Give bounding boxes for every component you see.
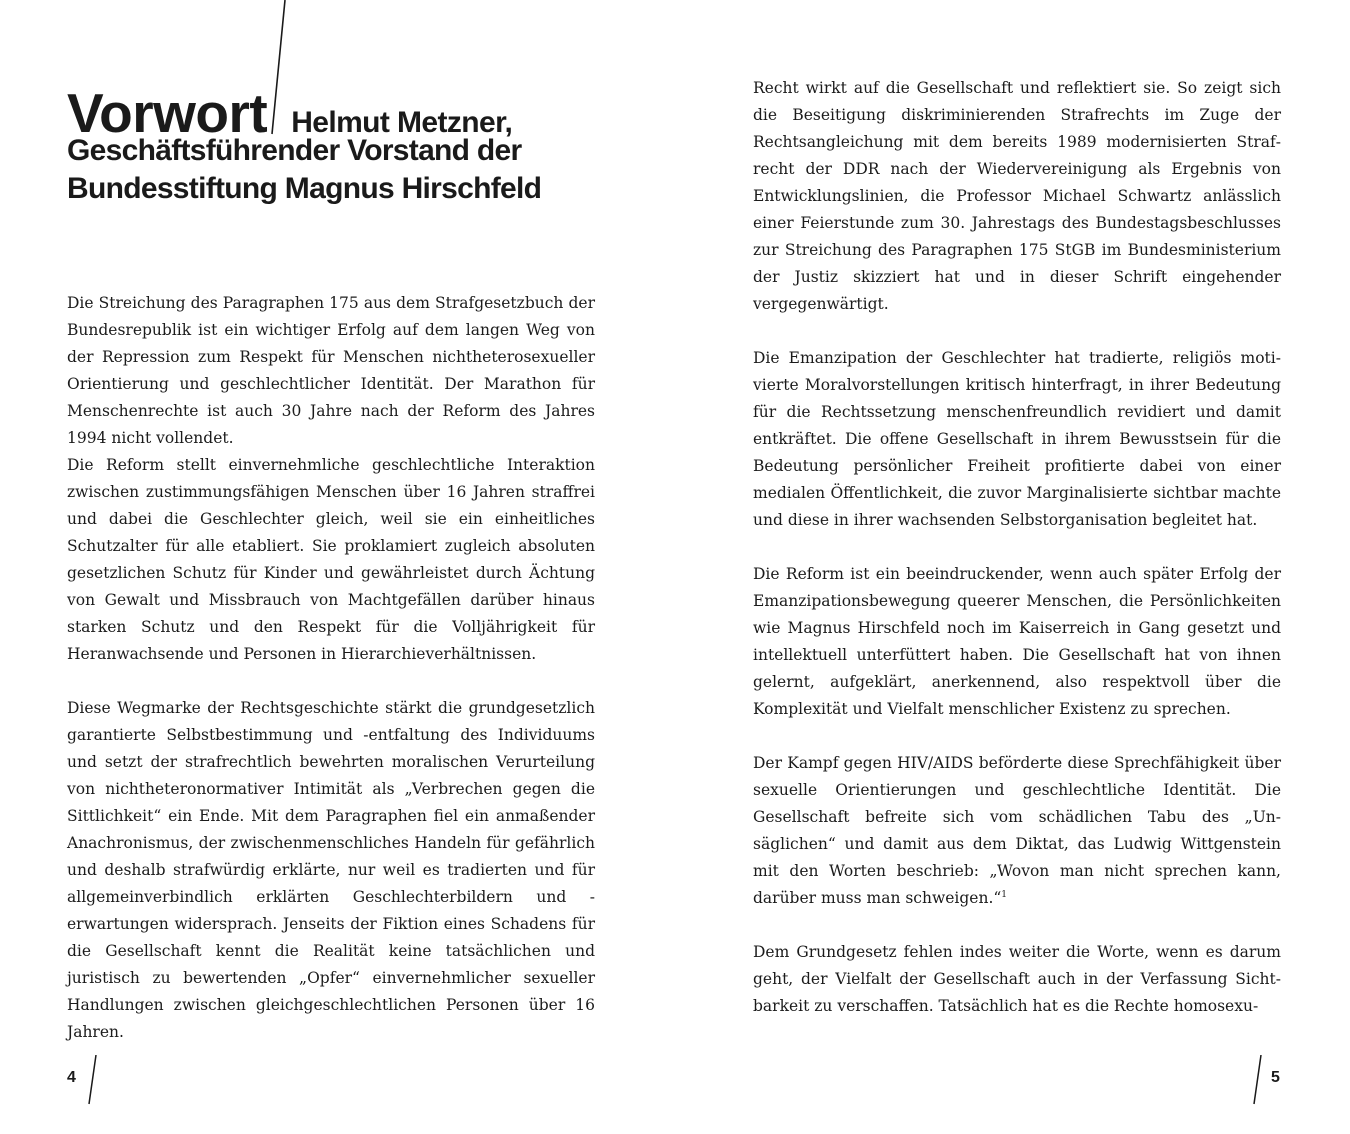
paragraph-with-footnote	[753, 750, 1281, 912]
right-page	[675, 0, 1350, 1134]
chapter-heading	[67, 70, 607, 208]
paragraph-text: Der Kampf gegen HIV/AIDS beförderte diese Sprechfähigkeit über sexuelle Orientierungen und geschlechtliche Identität. Die Gesellschaft befreite sich vom schädlichen Tabu des „Unsäglichen“ und damit aus dem Diktat, das Ludwig Wittgenstein mit den Worten beschrieb: „Wovon man nicht sprechen kann, darüber muss man schweigen.“	[753, 754, 1281, 907]
author-organisation-line: Bundesstiftung Magnus Hirschfeld	[67, 172, 542, 205]
author-name: Helmut Metzner,	[291, 106, 513, 139]
left-body-text	[67, 290, 595, 1046]
chapter-title: Vorwort	[67, 82, 268, 144]
page-number: 5	[1271, 1069, 1280, 1086]
paragraph: Recht wirkt auf die Gesellschaft und reflektiert sie. So zeigt sich die Beseitigung diskriminierenden Strafrechts im Zuge der Rechtsangleichung mit dem bereits 1989 modernisierten Strafrecht der DDR nach der Wiedervereinigung als Ergebnis von Entwicklungslinien, die Professor Michael Schwartz anlässlich einer Feierstunde zum 30. Jahrestags des Bundestagsbeschlusses zur Streichung des Paragraphen 175 StGB im Bundesministerium der Justiz skizziert hat und in dieser Schrift eingehender vergegenwärtigt.	[753, 79, 1281, 313]
paragraph: Die Reform ist ein beeindruckender, wenn auch später Erfolg der Emanzipationsbewegung queerer Menschen, die Persönlichkeiten wie Magnus Hirschfeld noch im Kaiserreich in Gang gesetzt und intellektuell unterfüttert haben. Die Gesellschaft hat von ihnen gelernt, aufgeklärt, anerkennend, also respektvoll über die Komplexität und Vielfalt menschlicher Existenz zu sprechen.	[753, 565, 1281, 718]
folio-slash-icon	[86, 1055, 100, 1105]
page-number: 4	[67, 1069, 76, 1086]
title-slash-divider	[267, 70, 291, 132]
paragraph: Die Streichung des Paragraphen 175 aus dem Strafgesetzbuch der Bundesrepublik ist ein wichtiger Erfolg auf dem langen Weg von der Repression zum Respekt für Menschen nichtheterosexueller Orientierung und geschlechtlicher Identität. Der Marathon für Menschenrechte ist auch 30 Jahre nach der Reform des Jahres 1994 nicht vollendet.	[67, 294, 595, 447]
paragraph: Diese Wegmarke der Rechtsgeschichte stärkt die grundgesetzlich garantierte Selbstbestimmung und -entfaltung des Individuums und setzt der strafrechtlich bewehrten moralischen Verurteilung von nichtheteronormativer Intimität als „Verbrechen gegen die Sittlichkeit“ ein Ende. Mit dem Paragraphen fiel ein anmaßender Anachronismus, der zwischenmenschliches Handeln für gefährlich und deshalb strafwürdig erklärte, nur weil es tradierten und für allgemeinverbindlich erklärten Geschlechterbildern und -erwartungen widersprach. Jenseits der Fiktion eines Schadens für die Gesellschaft kennt die Realität keine tatsächlichen und juristisch zu bewertenden „Opfer“ einvernehmlicher sexueller Handlungen zwischen gleichgeschlechtlichen Personen über 16 Jahren.	[67, 699, 595, 1041]
heading-line-1	[67, 70, 607, 144]
author-role-line: Geschäftsführender Vorstand der	[67, 134, 522, 167]
paragraph: Die Emanzipation der Geschlechter hat tradierte, religiös motivierte Moralvorstellungen kritisch hinterfragt, in ihrer Bedeutung für die Rechtssetzung menschenfreundlich revidiert und damit entkräftet. Die offene Gesellschaft in ihrem Bewusstsein für die Bedeutung persönlicher Freiheit profitierte dabei von einer medialen Öffentlichkeit, die zuvor Marginalisierte sichtbar machte und diese in ihrer wachsenden Selbstorganisation begleitet hat.	[753, 349, 1281, 529]
page-number-left	[64, 1055, 124, 1105]
paragraph: Die Reform stellt einvernehmliche geschlechtliche Interaktion zwischen zustimmungsfähigen Menschen über 16 Jahren straffrei und dabei die Geschlechter gleich, weil sie ein einheitliches Schutzalter für alle etabliert. Sie proklamiert zugleich absoluten gesetzlichen Schutz für Kinder und gewährleistet durch Ächtung von Gewalt und Missbrauch von Machtgefällen darüber hinaus starken Schutz und den Respekt für die Volljährigkeit für Heranwachsende und Personen in Hierarchieverhältnissen.	[67, 456, 595, 663]
right-body-text	[753, 75, 1281, 1020]
footnote-marker[interactable]: 1	[1001, 890, 1008, 900]
page-number-right	[1245, 1055, 1305, 1105]
paragraph: Dem Grundgesetz fehlen indes weiter die Worte, wenn es darum geht, der Vielfalt der Gesellschaft auch in der Verfassung Sichtbarkeit zu verschaffen. Tatsächlich hat es die Rechte homosexu-	[753, 943, 1281, 1015]
folio-slash-icon	[1251, 1055, 1265, 1105]
